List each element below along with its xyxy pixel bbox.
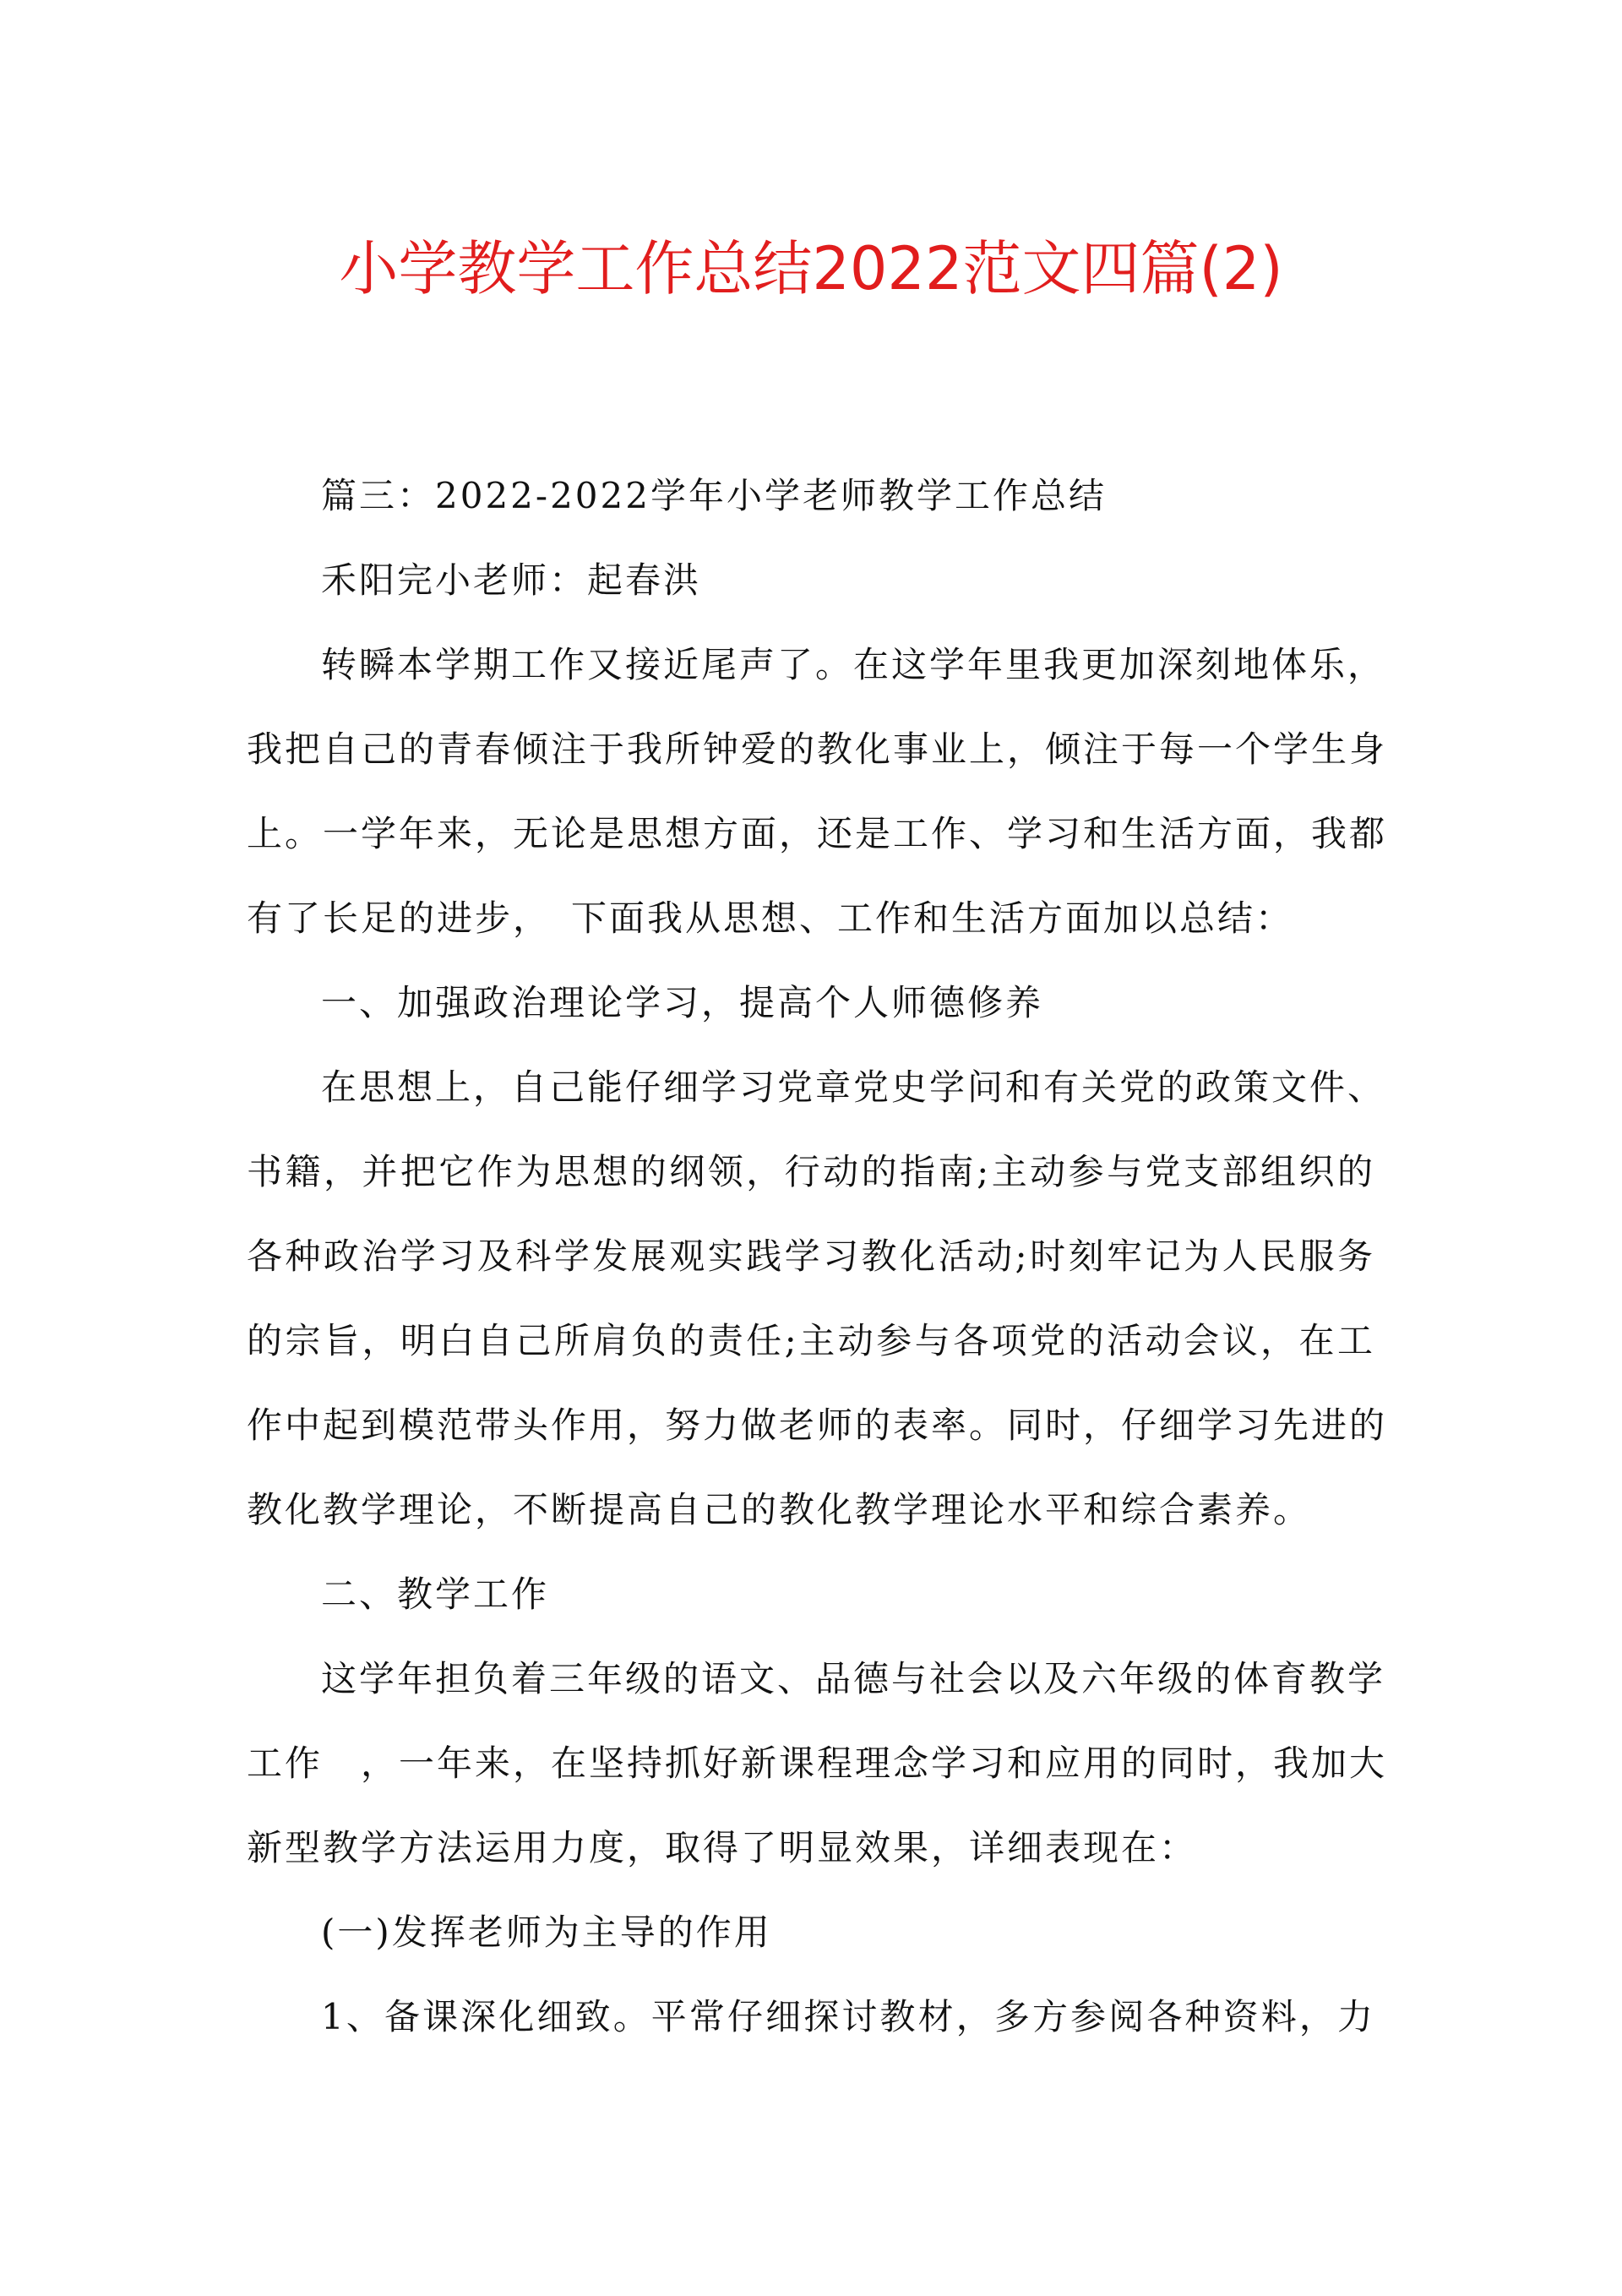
paragraph-line: 篇三：2022-2022学年小学老师教学工作总结 — [321, 475, 1107, 516]
section-heading: 一、加强政治理论学习，提高个人师德修养 — [321, 982, 1044, 1023]
paragraph-line: 新型教学方法运用力度，取得了明显效果，详细表现在： — [247, 1827, 1198, 1868]
paragraph-line: 作中起到模范带头作用，努力做老师的表率。同时，仔细学习先进的 — [247, 1404, 1388, 1446]
subsection-heading: (一)发挥老师为主导的作用 — [321, 1912, 772, 1953]
paragraph-line: 书籍，并把它作为思想的纲领，行动的指南;主动参与党支部组织的 — [247, 1151, 1375, 1192]
paragraph-line: 在思想上，自己能仔细学习党章党史学问和有关党的政策文件、 — [321, 1066, 1386, 1108]
document-title: 小学教学工作总结2022范文四篇(2) — [339, 234, 1283, 303]
paragraph-line: 这学年担负着三年级的语文、品德与社会以及六年级的体育教学 — [321, 1658, 1386, 1699]
paragraph-line: 1、备课深化细致。平常仔细探讨教材，多方参阅各种资料，力 — [321, 1996, 1375, 2037]
paragraph-line: 教化教学理论，不断提高自己的教化教学理论水平和综合素养。 — [247, 1489, 1312, 1530]
paragraph-line: 工作 ，一年来，在坚持抓好新课程理念学习和应用的同时，我加大 — [247, 1742, 1388, 1784]
paragraph-line: 有了长足的进步， 下面我从思想、工作和生活方面加以总结： — [247, 897, 1294, 939]
paragraph-line: 各种政治学习及科学发展观实践学习教化活动;时刻牢记为人民服务 — [247, 1235, 1375, 1277]
section-heading: 二、教学工作 — [321, 1573, 550, 1615]
paragraph-line: 我把自己的青春倾注于我所钟爱的教化事业上，倾注于每一个学生身 — [247, 728, 1388, 770]
document-body — [247, 462, 1388, 2068]
paragraph-line: 禾阳完小老师：起春洪 — [321, 559, 702, 601]
paragraph-line: 的宗旨，明白自己所肩负的责任;主动参与各项党的活动会议，在工 — [247, 1320, 1375, 1361]
paragraph-line: 转瞬本学期工作又接近尾声了。在这学年里我更加深刻地体乐， — [321, 644, 1386, 685]
paragraph-line: 上。一学年来，无论是思想方面，还是工作、学习和生活方面，我都 — [247, 813, 1388, 854]
